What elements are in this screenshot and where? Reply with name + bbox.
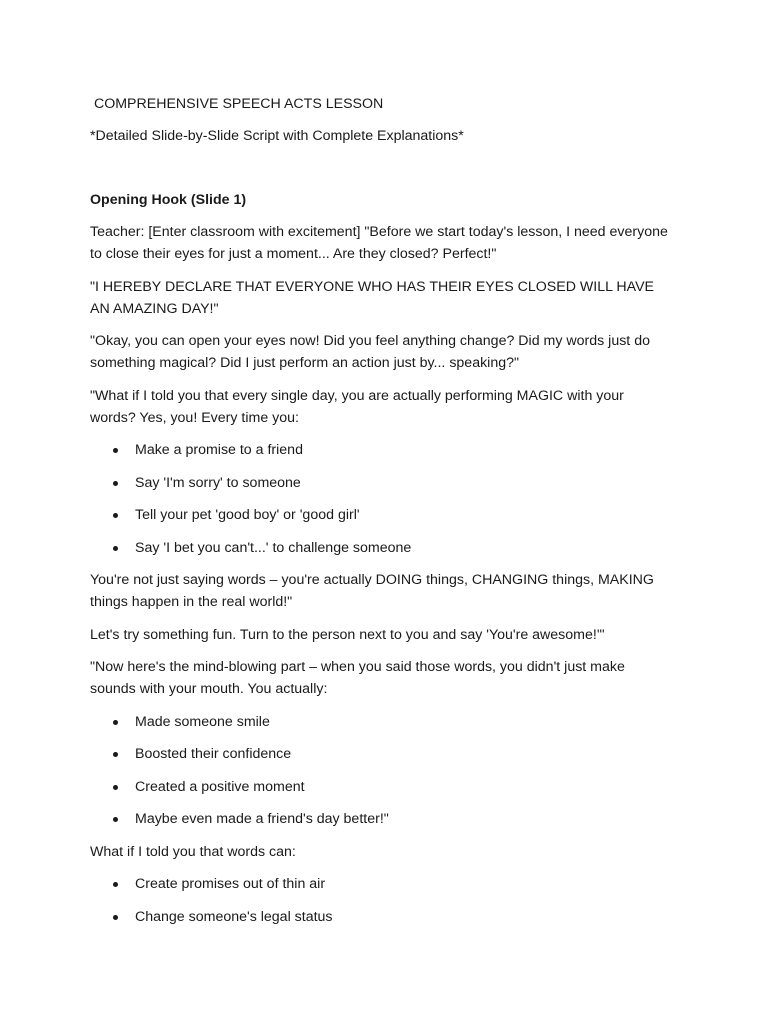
paragraph-doing-things: You're not just saying words – you're actually DOING things, CHANGING things, MAKING things happen in the real world!"	[90, 572, 654, 610]
document-body	[90, 93, 670, 938]
list-item	[90, 873, 670, 895]
list-item-text: Create promises out of thin air	[135, 876, 326, 892]
paragraph-try-fun: Let's try something fun. Turn to the person next to you and say 'You're awesome!'"	[90, 626, 605, 643]
list-item	[90, 743, 670, 765]
list-item	[90, 504, 670, 526]
paragraph-mind-blowing: "Now here's the mind-blowing part – when you said those words, you didn't just make sounds with your mouth. You actually:	[90, 659, 625, 697]
paragraph-teacher-intro: Teacher: [Enter classroom with excitement] "Before we start today's lesson, I need everyone to close their eyes for just a moment... Are they closed? Perfect!"	[90, 224, 668, 262]
list-item	[90, 711, 670, 733]
bullet-list-words-can	[90, 873, 670, 928]
list-item-text: Make a promise to a friend	[135, 442, 303, 458]
list-item-text: Maybe even made a friend's day better!"	[135, 811, 389, 827]
list-item-text: Tell your pet 'good boy' or 'good girl'	[135, 507, 360, 523]
paragraph-words-can: What if I told you that words can:	[90, 843, 296, 860]
bullet-list-you-actually	[90, 711, 670, 831]
list-item-text: Made someone smile	[135, 713, 270, 730]
list-item	[90, 808, 670, 830]
list-item-text: Change someone's legal status	[135, 908, 333, 925]
list-item	[90, 472, 670, 494]
paragraph-magic-words: "What if I told you that every single day, you are actually performing MAGIC with your words? Yes, you! Every time you:	[90, 387, 624, 426]
paragraph-declaration: "I HEREBY DECLARE THAT EVERYONE WHO HAS THEIR EYES CLOSED WILL HAVE AN AMAZING DAY!"	[90, 278, 655, 317]
bullet-list-every-time	[90, 439, 670, 559]
list-item	[90, 776, 670, 798]
list-item-text: Created a positive moment	[135, 778, 305, 795]
section-heading: Opening Hook (Slide 1)	[90, 192, 247, 208]
list-item-text: Say 'I'm sorry' to someone	[135, 474, 301, 491]
list-item	[90, 439, 670, 461]
list-item	[90, 537, 670, 559]
list-item	[90, 906, 670, 928]
list-item-text: Boosted their confidence	[135, 746, 292, 762]
document-subtitle: *Detailed Slide-by-Slide Script with Complete Explanations*	[90, 128, 464, 144]
list-item-text: Say 'I bet you can't...' to challenge someone	[135, 539, 412, 556]
paragraph-open-eyes: "Okay, you can open your eyes now! Did you feel anything change? Did my words just do something magical? Did I just perform an action just by... speaking?"	[90, 333, 650, 371]
document-title: COMPREHENSIVE SPEECH ACTS LESSON	[90, 96, 384, 112]
